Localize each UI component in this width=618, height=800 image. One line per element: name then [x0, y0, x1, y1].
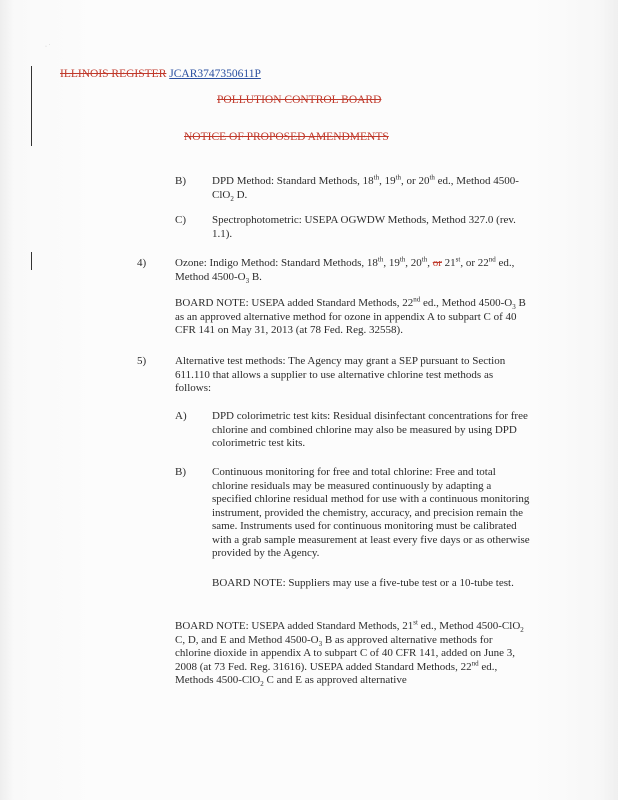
item-marker: 5)	[137, 355, 147, 367]
alternative-test-methods-paragraph: Alternative test methods: The Agency may grant a SEP pursuant to Section 611.110 that allows a supplier to use alternative chlorine test methods as follows:	[175, 355, 506, 394]
item-marker: C)	[175, 214, 186, 226]
register-header	[60, 68, 261, 81]
item-marker: 4)	[137, 257, 147, 269]
board-note-chlorine-dioxide: BOARD NOTE: USEPA added Standard Methods, 21st ed., Method 4500-ClO$_2$ C, D, and E and Method $4500-O_3$ B as approved alternative methods for chlorine dioxide in appendix A to subpart C of 40 CFR 141, added on June 3, 2008 (at 73 Fed. Reg. 31616). USEPA added Standard Methods, 22nd ed., Methods 4500-ClO$_2$ C and E as approved alternative	[175, 618, 524, 689]
scan-spots: · ˙	[45, 44, 51, 50]
notice-header: NOTICE OF PROPOSED AMENDMENTS	[184, 131, 389, 143]
dpd-method-paragraph: DPD Method: Standard Methods, 18th, 19th, or 20th ed., Method 4500-ClO$_2$ D.	[212, 173, 519, 203]
deleted-text: or	[432, 257, 442, 269]
revision-bar	[31, 252, 32, 270]
board-note-ozone: BOARD NOTE: USEPA added Standard Methods, 22nd ed., Method $4500-O_3$ B as an approved alternative method for ozone in appendix A to subpart C of 40 CFR 141 on May 31, 2013 (at 78 Fed. Reg. 32558).	[175, 295, 526, 336]
board-note-tube-test: BOARD NOTE: Suppliers may use a five-tube test or a 10-tube test.	[212, 577, 514, 589]
spectrophotometric-paragraph: Spectrophotometric: USEPA OGWDW Methods, Method 327.0 (rev. 1.1).	[212, 214, 516, 240]
ozone-paragraph: Ozone: Indigo Method: Standard Methods, 18th, 19th, 20th, or 21st, or 22nd ed., Method $4500-O_3$ B.	[175, 255, 515, 285]
item-marker: B)	[175, 466, 186, 478]
jcar-code: JCAR3747350611P	[169, 68, 261, 80]
continuous-monitoring-paragraph: Continuous monitoring for free and total chlorine: Free and total chlorine residuals may be measured continuously by adapting a specified chlorine residual method for use with a continuous monitoring instrument, provided the chemistry, accuracy, and precision remain the same. Instruments used for continuous monitoring must be calibrated with a grab sample measurement at least every five days or as otherwise provided by the Agency.	[212, 466, 530, 559]
revision-bar	[31, 66, 32, 146]
board-header: POLLUTION CONTROL BOARD	[217, 94, 382, 106]
register-strike: ILLINOIS REGISTER	[60, 68, 167, 80]
item-marker: B)	[175, 175, 186, 187]
dpd-colorimetric-paragraph: DPD colorimetric test kits: Residual disinfectant concentrations for free chlorine and combined chlorine may also be measured by using DPD colorimetric test kits.	[212, 410, 528, 449]
item-marker: A)	[175, 410, 187, 422]
